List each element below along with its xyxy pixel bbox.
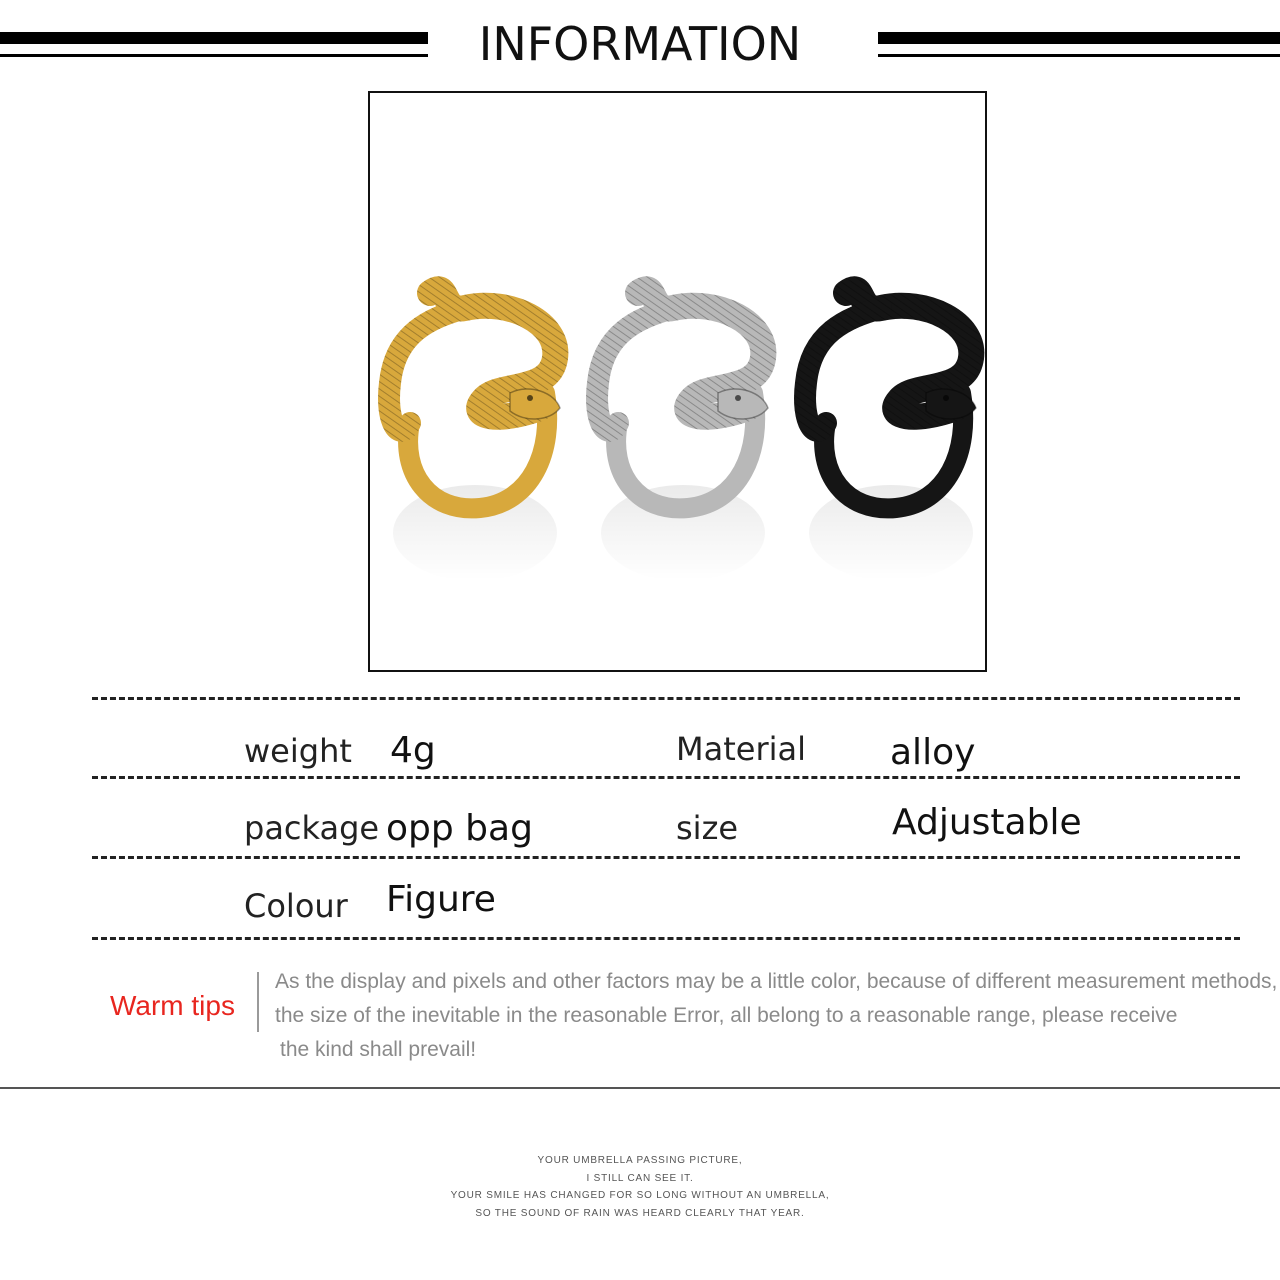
page-title [0,14,1280,74]
warm-tips-line: the kind shall prevail! [280,1038,477,1061]
table-divider [92,776,1240,779]
warm-tips-line: the size of the inevitable in the reasonable Error, all belong to a reasonable range, please receive [275,1004,1178,1027]
colour-value: Figure [386,879,496,920]
product-image [370,93,985,670]
product-image-frame [368,91,987,672]
warm-tips-line: As the display and pixels and other factors may be a little color, because of different measurement methods, [275,970,1278,993]
table-divider [92,937,1240,940]
footer-poem-line: I STILL CAN SEE IT. [586,1173,694,1184]
weight-label: weight [244,732,352,770]
page-title-text: INFORMATION [469,17,811,71]
footer-poem-line: YOUR SMILE HAS CHANGED FOR SO LONG WITHOUT AN UMBRELLA, [450,1190,830,1201]
snake-ring-black [805,289,976,581]
table-divider [92,697,1240,700]
colour-label: Colour [244,887,348,925]
package-label: package [244,809,380,847]
size-value: Adjustable [892,802,1082,843]
material-label: Material [676,730,806,768]
warm-tips-label: Warm tips [110,990,235,1021]
footer-poem-line: YOUR UMBRELLA PASSING PICTURE, [537,1155,743,1166]
size-label: size [676,809,739,847]
package-value: opp bag [386,808,533,849]
weight-value: 4g [390,730,436,771]
bottom-divider [0,1087,1280,1089]
material-value: alloy [890,732,976,773]
warm-tips-separator [257,972,259,1032]
footer-poem-line: SO THE SOUND OF RAIN WAS HEARD CLEARLY THAT YEAR. [475,1208,805,1219]
snake-ring-gold [389,289,560,581]
table-divider [92,856,1240,859]
snake-ring-silver [597,289,768,581]
